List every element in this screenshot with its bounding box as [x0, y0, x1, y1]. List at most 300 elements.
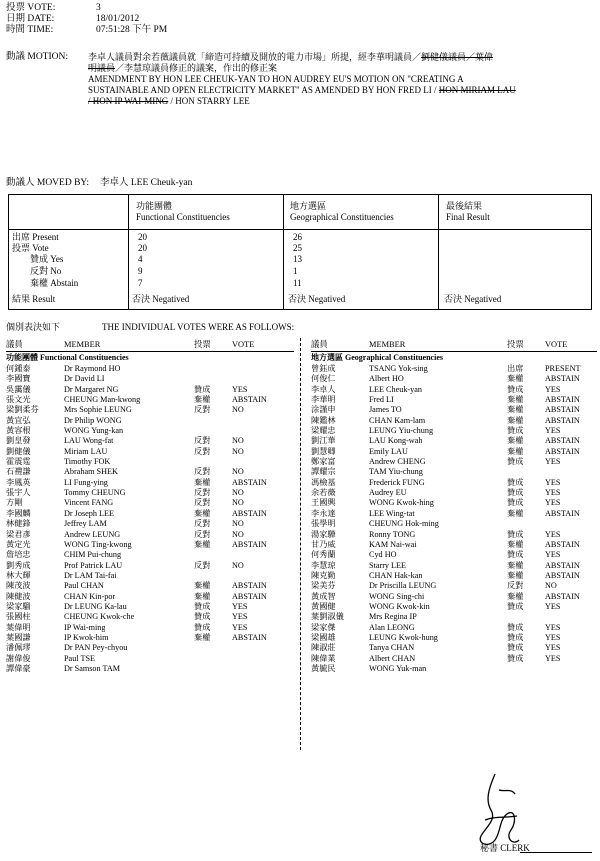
gc-member-row	[311, 633, 597, 643]
vote-zh: 贊成	[194, 612, 211, 622]
motion-en-line3: / HON STARRY LEE	[168, 96, 250, 106]
member-name-zh: 葉國謙	[6, 632, 31, 642]
time-label: 時間 TIME:	[6, 25, 54, 35]
member-name-zh: 林健鋒	[6, 519, 31, 529]
member-name-en: TSANG Yok-sing	[369, 364, 428, 373]
col-fc-en: Functional Constituencies	[136, 212, 230, 222]
vote-zh: 棄權	[507, 508, 524, 518]
gc-member-row	[311, 405, 597, 415]
fc-member-row	[6, 509, 294, 519]
vote-zh: 棄權	[507, 539, 524, 549]
member-name-en: Vincent FANG	[64, 498, 114, 508]
fc-member-row	[6, 581, 294, 591]
vote-en: NO	[232, 560, 244, 570]
mover-name: 李卓人 LEE Cheuk-yan	[100, 178, 193, 188]
gc-member-row	[311, 643, 597, 653]
member-name-zh: 劉皇發	[6, 436, 31, 446]
motion-text	[88, 52, 593, 107]
member-name-en: James TO	[369, 405, 402, 415]
gc-member-row	[311, 612, 597, 622]
vote-en: YES	[545, 550, 561, 560]
vote-en: YES	[545, 529, 561, 539]
member-name-zh: 李國寶	[6, 374, 31, 384]
member-name-en: Albert CHAN	[369, 653, 416, 663]
gc-section-title: 地方選區 Geographical Constituencies	[311, 353, 443, 362]
vote-en: ABSTAIN	[232, 395, 267, 405]
fc-no: 9	[138, 266, 143, 276]
fc-member-row	[6, 426, 294, 436]
gc-member-row	[311, 654, 597, 664]
member-name-zh: 劉秀成	[6, 560, 31, 570]
vote-zh: 棄權	[194, 508, 211, 518]
vote-en: YES	[545, 632, 561, 642]
vote-zh: 贊成	[194, 384, 211, 394]
member-name-en: WONG Kwok-hing	[369, 498, 434, 508]
member-name-en: TAM Yiu-chung	[369, 467, 423, 477]
fc-member-row	[6, 488, 294, 498]
fc-member-row	[6, 457, 294, 467]
gc-member-row	[311, 457, 597, 467]
member-name-en: CHIM Pui-chung	[64, 550, 122, 560]
fc-member-row	[6, 364, 294, 374]
member-name-en: Albert HO	[369, 374, 404, 384]
fc-member-row	[6, 623, 294, 633]
member-name-zh: 林大輝	[6, 570, 31, 580]
vote-zh: 棄權	[194, 581, 211, 591]
vote-en: NO	[232, 436, 244, 446]
member-name-en: KAM Nai-wai	[369, 539, 417, 549]
fc-member-row	[6, 436, 294, 446]
col-final-en: Final Result	[446, 212, 490, 222]
fc-member-row	[6, 447, 294, 457]
member-name-en: Dr Margaret NG	[64, 384, 119, 394]
member-name-zh: 陳健波	[6, 591, 31, 601]
vote-en: YES	[545, 601, 561, 611]
vote-label: 投票 VOTE:	[6, 3, 56, 13]
row-abstain: 棄權 Abstain	[30, 278, 79, 288]
fc-section-title: 功能團體 Functional Constituencies	[6, 353, 129, 362]
vote-zh: 反對	[194, 560, 211, 570]
vote-zh: 贊成	[507, 601, 524, 611]
gc-member-row	[311, 592, 597, 602]
vote-zh: 反對	[194, 519, 211, 529]
gc-member-row	[311, 374, 597, 384]
member-name-zh: 吳靄儀	[6, 384, 31, 394]
time-value: 07:51:28 下午 PM	[96, 25, 168, 35]
member-name-en: Jeffrey LAM	[64, 519, 107, 529]
gc-result: 否決 Negatived	[288, 294, 346, 304]
member-name-zh: 張文光	[6, 395, 31, 405]
vote-zh: 贊成	[507, 632, 524, 642]
member-name-en: LAU Kong-wah	[369, 436, 423, 446]
vote-en: YES	[232, 384, 248, 394]
gc-header-member-en: MEMBER	[369, 340, 406, 349]
member-name-en: Paul CHAN	[64, 581, 104, 591]
row-present: 出席 Present	[12, 232, 59, 242]
member-name-zh: 曾鈺成	[311, 364, 336, 373]
fc-member-row	[6, 643, 294, 653]
member-name-zh: 梁家傑	[311, 622, 336, 632]
row-result: 結果 Result	[12, 294, 56, 304]
vote-zh: 棄權	[507, 395, 524, 405]
gc-member-row	[311, 364, 597, 374]
vote-en: YES	[545, 384, 561, 394]
gc-member-row	[311, 623, 597, 633]
member-name-zh: 劉慧卿	[311, 446, 336, 456]
vote-en: ABSTAIN	[232, 508, 267, 518]
fc-present: 20	[138, 232, 147, 242]
vote-en: ABSTAIN	[545, 405, 580, 415]
vote-en: YES	[232, 601, 248, 611]
gc-member-row	[311, 581, 597, 591]
vote-en: YES	[232, 622, 248, 632]
gc-member-row	[311, 509, 597, 519]
gc-member-row	[311, 602, 597, 612]
member-name-zh: 陳克勤	[311, 570, 336, 580]
member-name-en: Prof Patrick LAU	[64, 560, 123, 570]
member-name-en: Fred LI	[369, 395, 394, 405]
member-name-zh: 劉健儀	[6, 446, 31, 456]
fc-member-row	[6, 478, 294, 488]
member-name-zh: 葉劉淑儀	[311, 612, 344, 622]
fc-member-row	[6, 633, 294, 643]
gc-member-row	[311, 540, 597, 550]
vote-en: ABSTAIN	[545, 374, 580, 384]
gc-member-row	[311, 416, 597, 426]
gc-member-row	[311, 498, 597, 508]
gc-member-row	[311, 530, 597, 540]
vote-en: NO	[232, 446, 244, 456]
member-name-en: CHEUNG Man-kwong	[64, 395, 141, 405]
member-name-en: WONG Sing-chi	[369, 591, 425, 601]
member-name-zh: 黃定光	[6, 539, 31, 549]
vote-en: YES	[545, 643, 561, 653]
gc-header-vote-zh: 投票	[507, 340, 524, 349]
vote-zh: 棄權	[194, 591, 211, 601]
vote-en: NO	[232, 405, 244, 415]
fc-member-row	[6, 654, 294, 664]
vote-en: YES	[545, 477, 561, 487]
vote-zh: 棄權	[507, 570, 524, 580]
vote-zh: 贊成	[507, 498, 524, 508]
member-name-en: Dr LEUNG Ka-lau	[64, 601, 127, 611]
member-name-en: LAU Wong-fat	[64, 436, 114, 446]
vote-en: NO	[232, 529, 244, 539]
vote-en: ABSTAIN	[545, 508, 580, 518]
member-name-en: Frederick FUNG	[369, 477, 425, 487]
vote-en: ABSTAIN	[545, 570, 580, 580]
member-name-en: Starry LEE	[369, 560, 407, 570]
vote-zh: 贊成	[194, 622, 211, 632]
member-name-zh: 何鍾泰	[6, 364, 31, 373]
member-name-zh: 張學明	[311, 519, 336, 529]
member-name-zh: 陳淑莊	[311, 643, 336, 653]
gc-member-row	[311, 488, 597, 498]
fc-member-row	[6, 571, 294, 581]
vote-zh: 棄權	[194, 395, 211, 405]
fc-votes-table	[6, 338, 294, 674]
vote-en: ABSTAIN	[545, 591, 580, 601]
gc-member-row	[311, 478, 597, 488]
vote-zh: 棄權	[194, 539, 211, 549]
col-final-zh: 最後結果	[446, 201, 483, 211]
member-name-en: Cyd HO	[369, 550, 397, 560]
member-name-zh: 馮檢基	[311, 477, 336, 487]
member-name-en: Miriam LAU	[64, 446, 108, 456]
gc-member-row	[311, 550, 597, 560]
gc-no: 1	[293, 266, 298, 276]
fc-member-row	[6, 550, 294, 560]
fc-member-row	[6, 519, 294, 529]
member-name-zh: 李國麟	[6, 508, 31, 518]
vote-en: YES	[545, 498, 561, 508]
vote-en: YES	[545, 457, 561, 467]
member-name-en: CHAN Kam-lam	[369, 415, 426, 425]
gc-member-row	[311, 436, 597, 446]
member-name-en: Dr Priscilla LEUNG	[369, 581, 437, 591]
member-name-en: WONG Yung-kan	[64, 426, 124, 436]
vote-zh: 反對	[194, 436, 211, 446]
gc-votes-table	[311, 338, 597, 674]
member-name-en: CHEUNG Kwok-che	[64, 612, 135, 622]
member-name-en: Andrew LEUNG	[64, 529, 121, 539]
mover-label: 動議人 MOVED BY:	[6, 178, 90, 188]
column-divider	[300, 338, 301, 750]
vote-en: ABSTAIN	[232, 591, 267, 601]
member-name-en: Andrew CHENG	[369, 457, 426, 467]
gc-member-row	[311, 395, 597, 405]
member-name-zh: 李慧琼	[311, 560, 336, 570]
member-name-zh: 湯家驊	[311, 529, 336, 539]
vote-en: ABSTAIN	[545, 539, 580, 549]
vote-en: YES	[232, 612, 248, 622]
member-name-en: Dr Joseph LEE	[64, 508, 115, 518]
vote-zh: 反對	[194, 405, 211, 415]
fc-member-row	[6, 385, 294, 395]
member-name-en: LI Fung-ying	[64, 477, 108, 487]
member-name-zh: 陳鑑林	[311, 415, 336, 425]
gc-member-row	[311, 519, 597, 529]
vote-zh: 贊成	[507, 384, 524, 394]
member-name-zh: 李鳳英	[6, 477, 31, 487]
member-name-zh: 余若薇	[311, 488, 336, 498]
member-name-zh: 梁君彥	[6, 529, 31, 539]
fc-member-row	[6, 405, 294, 415]
vote-zh: 棄權	[507, 415, 524, 425]
vote-zh: 贊成	[507, 529, 524, 539]
vote-zh: 反對	[194, 498, 211, 508]
gc-abstain: 11	[293, 278, 302, 288]
vote-zh: 棄權	[507, 446, 524, 456]
member-name-zh: 何秀蘭	[311, 550, 336, 560]
vote-zh: 棄權	[507, 591, 524, 601]
member-name-en: Dr PAN Pey-chyou	[64, 643, 128, 653]
member-name-en: Dr Samson TAM	[64, 663, 121, 673]
member-name-zh: 陳偉業	[311, 653, 336, 663]
member-name-zh: 譚耀宗	[311, 467, 336, 477]
member-name-zh: 李卓人	[311, 384, 336, 394]
member-name-zh: 梁國雄	[311, 632, 336, 642]
member-name-zh: 劉江華	[311, 436, 336, 446]
fc-member-row	[6, 416, 294, 426]
vote-en: YES	[545, 622, 561, 632]
vote-zh: 反對	[194, 488, 211, 498]
motion-en-struck-2: / HON IP WAI-MING	[88, 96, 169, 106]
fc-result: 否決 Negatived	[132, 294, 190, 304]
fc-yes: 4	[138, 254, 143, 264]
vote-en: YES	[545, 488, 561, 498]
vote-zh: 棄權	[507, 560, 524, 570]
member-name-zh: 梁劉柔芬	[6, 405, 39, 415]
fc-member-row	[6, 612, 294, 622]
vote-en: ABSTAIN	[232, 632, 267, 642]
vote-en: PRESENT	[545, 364, 581, 373]
vote-zh: 反對	[507, 581, 524, 591]
member-name-zh: 潘佩璆	[6, 643, 31, 653]
member-name-en: LEE Cheuk-yan	[369, 384, 422, 394]
row-yes: 贊成 Yes	[30, 254, 64, 264]
motion-en-line1: AMENDMENT BY HON LEE CHEUK-YAN TO HON AUDREY EU'S MOTION ON "CREATING A	[88, 74, 464, 84]
member-name-zh: 李華明	[311, 395, 336, 405]
vote-en: NO	[232, 467, 244, 477]
vote-zh: 贊成	[507, 653, 524, 663]
member-name-zh: 張國柱	[6, 612, 31, 622]
member-name-en: WONG Ting-kwong	[64, 539, 132, 549]
gc-member-row	[311, 561, 597, 571]
gc-member-row	[311, 664, 597, 674]
member-name-en: IP Wai-ming	[64, 622, 106, 632]
member-name-zh: 黃國健	[311, 601, 336, 611]
member-name-en: Dr Philip WONG	[64, 415, 122, 425]
fc-header-member-en: MEMBER	[64, 340, 101, 349]
member-name-en: Tanya CHAN	[369, 643, 415, 653]
vote-zh: 棄權	[507, 436, 524, 446]
fc-member-row	[6, 540, 294, 550]
member-name-en: Alan LEONG	[369, 622, 415, 632]
vote-number: 3	[96, 3, 101, 13]
vote-zh: 棄權	[507, 374, 524, 384]
vote-zh: 棄權	[507, 405, 524, 415]
member-name-en: WONG Kwok-kin	[369, 601, 430, 611]
vote-en: ABSTAIN	[545, 415, 580, 425]
member-name-zh: 張宇人	[6, 488, 31, 498]
summary-table	[8, 194, 592, 310]
vote-en: YES	[545, 426, 561, 436]
row-no: 反對 No	[30, 266, 62, 276]
member-name-en: Ronny TONG	[369, 529, 416, 539]
member-name-zh: 譚偉豪	[6, 663, 31, 673]
member-name-zh: 黃毓民	[311, 663, 336, 673]
motion-zh-struck-1: 劉健儀議員／葉偉	[421, 52, 494, 62]
member-name-zh: 何俊仁	[311, 374, 336, 384]
fc-header-member-zh: 議員	[6, 340, 23, 349]
vote-en: NO	[232, 488, 244, 498]
row-vote: 投票 Vote	[12, 243, 49, 253]
member-name-en: Dr David LI	[64, 374, 105, 384]
member-name-en: Tommy CHEUNG	[64, 488, 126, 498]
vote-zh: 棄權	[194, 632, 211, 642]
vote-en: NO	[545, 581, 557, 591]
individual-title-en: THE INDIVIDUAL VOTES WERE AS FOLLOWS:	[102, 322, 295, 332]
member-name-en: IP Kwok-him	[64, 632, 109, 642]
member-name-en: Emily LAU	[369, 446, 408, 456]
member-name-zh: 黃容根	[6, 426, 31, 436]
member-name-zh: 王國興	[311, 498, 336, 508]
date-label: 日期 DATE:	[6, 14, 55, 24]
vote-en: YES	[545, 653, 561, 663]
member-name-zh: 葉偉明	[6, 622, 31, 632]
member-name-zh: 鄭家富	[311, 457, 336, 467]
member-name-zh: 陳茂波	[6, 581, 31, 591]
individual-title-zh: 個別表決如下	[6, 322, 61, 332]
vote-en: ABSTAIN	[232, 581, 267, 591]
fc-abstain: 7	[138, 278, 143, 288]
member-name-en: Abraham SHEK	[64, 467, 118, 477]
member-name-en: Dr Raymond HO	[64, 364, 121, 373]
gc-member-row	[311, 447, 597, 457]
motion-zh-line1: 李卓人議員對余若薇議員就「締造可持續及開放的電力市場」所提，經李華明議員／	[88, 52, 422, 62]
member-name-zh: 石禮謙	[6, 467, 31, 477]
motion-label: 動議 MOTION:	[6, 52, 69, 62]
fc-member-row	[6, 374, 294, 384]
gc-member-row	[311, 426, 597, 436]
member-name-zh: 梁美芬	[311, 581, 336, 591]
member-name-zh: 方剛	[6, 498, 23, 508]
vote-zh: 贊成	[507, 643, 524, 653]
vote-en: NO	[232, 519, 244, 529]
gc-table-header	[311, 338, 597, 352]
member-name-en: CHAN Hak-kan	[369, 570, 423, 580]
gc-member-row	[311, 467, 597, 477]
vote-zh: 反對	[194, 529, 211, 539]
member-name-en: Paul TSE	[64, 653, 96, 663]
member-name-zh: 梁家騮	[6, 601, 31, 611]
fc-header-vote-zh: 投票	[194, 340, 211, 349]
motion-en-struck-1: HON MIRIAM LAU	[438, 85, 516, 95]
gc-present: 26	[293, 232, 302, 242]
fc-vote: 20	[138, 243, 147, 253]
member-name-zh: 黃成智	[311, 591, 336, 601]
vote-zh: 贊成	[507, 477, 524, 487]
member-name-en: Mrs Sophie LEUNG	[64, 405, 132, 415]
member-name-en: LEUNG Yiu-chung	[369, 426, 434, 436]
gc-yes: 13	[293, 254, 302, 264]
member-name-zh: 詹培忠	[6, 550, 31, 560]
vote-zh: 出席	[507, 364, 524, 373]
gc-header-member-zh: 議員	[311, 340, 328, 349]
fc-member-row	[6, 467, 294, 477]
vote-en: ABSTAIN	[545, 436, 580, 446]
member-name-en: Dr LAM Tai-fai	[64, 570, 117, 580]
date-value: 18/01/2012	[96, 14, 140, 24]
member-name-zh: 霍震霆	[6, 457, 31, 467]
fc-member-row	[6, 602, 294, 612]
fc-member-row	[6, 395, 294, 405]
member-name-en: Audrey EU	[369, 488, 407, 498]
member-name-zh: 甘乃威	[311, 539, 336, 549]
vote-en: ABSTAIN	[545, 446, 580, 456]
vote-en: ABSTAIN	[545, 395, 580, 405]
clerk-signature-line	[520, 852, 592, 853]
vote-en: ABSTAIN	[232, 477, 267, 487]
member-name-zh: 李永達	[311, 508, 336, 518]
vote-zh: 贊成	[507, 488, 524, 498]
fc-member-row	[6, 561, 294, 571]
vote-zh: 反對	[194, 446, 211, 456]
motion-zh-struck-2: 明議員	[88, 63, 116, 73]
fc-table-header	[6, 338, 294, 352]
gc-member-row	[311, 571, 597, 581]
